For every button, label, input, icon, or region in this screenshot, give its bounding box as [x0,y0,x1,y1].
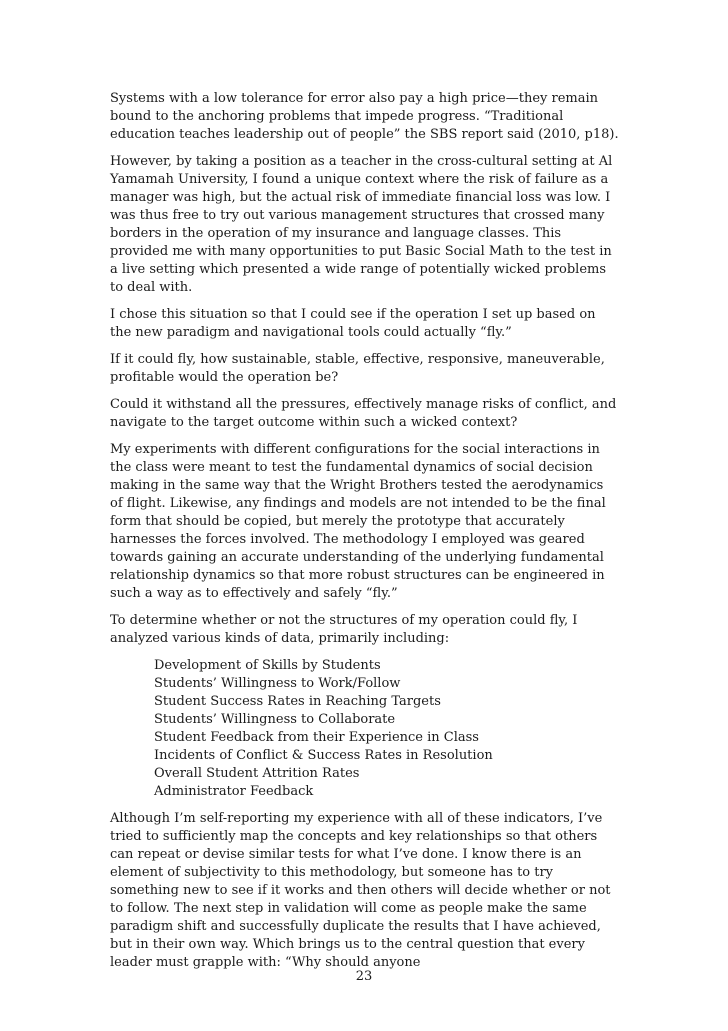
list-item: Student Success Rates in Reaching Targets [154,694,441,709]
paragraph-self-reporting: Although I’m self-reporting my experience with all of these indicators, I’ve tried to sufficiently map the concepts and key relationships so that others can repeat or devise similar tests for what I’ve done. I know there is an element of subjectivity to this methodology, but someone has to try something new to see if it works and then others will decide whether or not to follow. The next step in validation will come as people make the same paradigm shift and successfully duplicate the results that I have achieved, but in their own way. Which brings us to the central question that every leader must grapple with: “Why should anyone [110,811,611,970]
paragraph-chose-situation: I chose this situation so that I could see if the operation I set up based on the new paradigm and navigational tools could actually “fly.” [110,307,596,340]
list-item: Development of Skills by Students [154,658,381,673]
page-number: 23 [355,969,373,984]
paragraph-withstand-pressures: Could it withstand all the pressures, effectively manage risks of conflict, and navigate to the target outcome within such a wicked context? [110,397,617,430]
paragraph-experiments: My experiments with different configurations for the social interactions in the class were meant to test the fundamental dynamics of social decision making in the same way that the Wright Brothers tested the aerodynamics of flight. Likewise, any findings and models are not intended to be the final form that should be copied, but merely the prototype that accurately harnesses the forces involved. The methodology I employed was geared towards gaining an accurate understanding of the underlying fundamental relationship dynamics so that more robust structures can be engineered in such a way as to effectively and safely “fly.” [110,442,606,601]
paragraph-determine-data: To determine whether or not the structures of my operation could fly, I analyzed various kinds of data, primarily including: [110,613,578,646]
list-item: Incidents of Conflict & Success Rates in Resolution [154,748,493,763]
paragraph-low-tolerance: Systems with a low tolerance for error also pay a high price—they remain bound to the anchoring problems that impede progress. “Traditional education teaches leadership out of people” the SBS report said (2010, p18). [110,91,619,142]
body-text [110,90,620,981]
list-item: Students’ Willingness to Work/Follow [154,676,401,691]
paragraph-al-yamamah: However, by taking a position as a teacher in the cross-cultural setting at Al Yamamah University, I found a unique context where the risk of failure as a manager was high, but the actual risk of immediate financial loss was low. I was thus free to try out various management structures that crossed many borders in the operation of my insurance and language classes. This provided me with many opportunities to put Basic Social Math to the test in a live setting which presented a wide range of potentially wicked problems to deal with. [110,154,613,295]
paragraph-if-it-could-fly: If it could fly, how sustainable, stable, effective, responsive, maneuverable, profitable would the operation be? [110,352,605,385]
list-item: Overall Student Attrition Rates [154,766,360,781]
list-item: Administrator Feedback [154,784,314,799]
list-item: Students’ Willingness to Collaborate [154,712,396,727]
indicator-list [110,657,620,801]
list-item: Student Feedback from their Experience in Class [154,730,479,745]
